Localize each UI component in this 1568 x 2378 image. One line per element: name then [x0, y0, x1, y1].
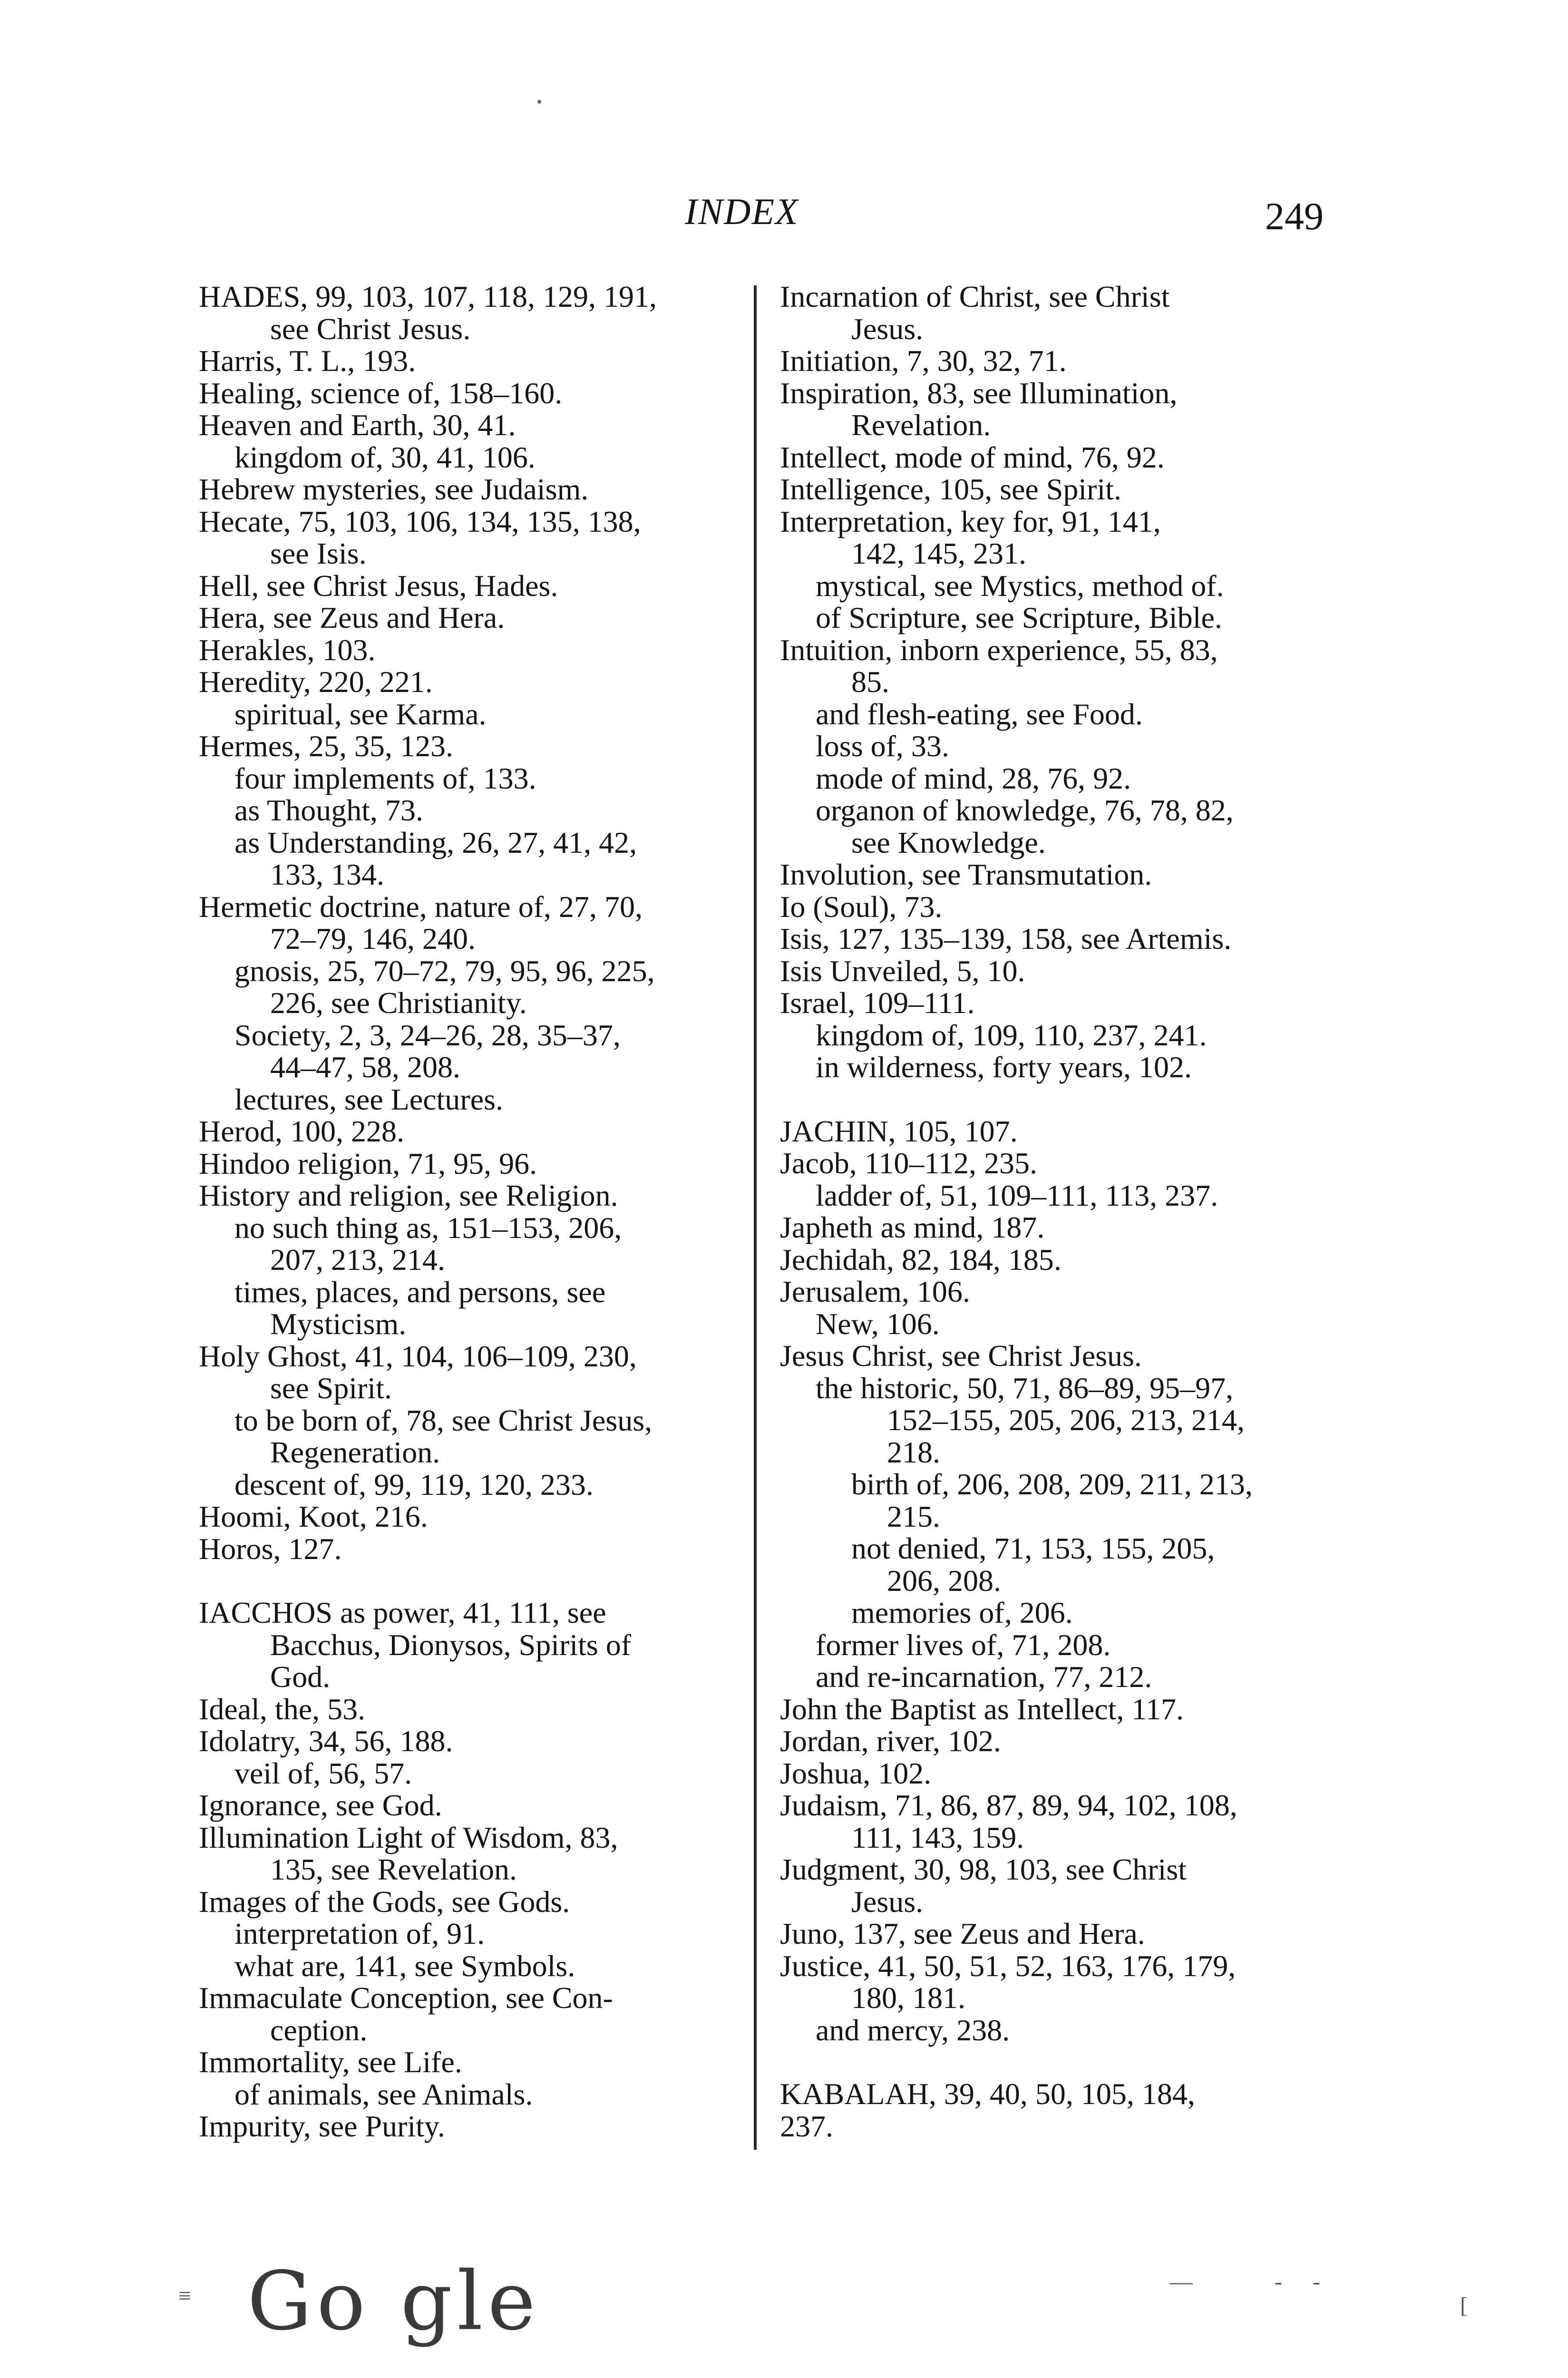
index-subentry: Society, 2, 3, 24–26, 28, 35–37, [234, 1018, 621, 1052]
index-entry: Initiation, 7, 30, 32, 71. [780, 344, 1067, 378]
index-subentry: organon of knowledge, 76, 78, 82, [816, 793, 1234, 827]
scan-artifact-mark: - [1275, 2269, 1282, 2294]
index-entry: Illumination Light of Wisdom, 83, [199, 1820, 618, 1854]
index-subentry: Jesus. [851, 312, 924, 346]
index-subentry: veil of, 56, 57. [234, 1756, 412, 1790]
index-entry: Hera, see Zeus and Hera. [199, 601, 505, 634]
index-entry: Impurity, see Purity. [199, 2109, 445, 2143]
column-divider [754, 285, 757, 2150]
index-entry: Hindoo religion, 71, 95, 96. [199, 1146, 537, 1180]
index-entry: IACCHOS as power, 41, 111, see [199, 1596, 606, 1629]
index-entry: Jacob, 110–112, 235. [780, 1146, 1037, 1180]
index-subentry: 152–155, 205, 206, 213, 214, [887, 1403, 1245, 1437]
index-entry: Hebrew mysteries, see Judaism. [199, 472, 589, 506]
index-subentry: and re-incarnation, 77, 212. [816, 1660, 1152, 1694]
index-entry: Interpretation, key for, 91, 141, [780, 504, 1161, 538]
index-subentry: gnosis, 25, 70–72, 79, 95, 96, 225, [234, 954, 655, 988]
index-subentry: 44–47, 58, 208. [270, 1050, 460, 1084]
index-subentry: Jesus. [851, 1884, 924, 1919]
index-subentry: lectures, see Lectures. [234, 1082, 504, 1116]
index-subentry: New, 106. [816, 1306, 940, 1341]
scan-artifact-mark: — [1170, 2269, 1193, 2294]
index-subentry: ladder of, 51, 109–111, 113, 237. [816, 1178, 1218, 1212]
index-subentry: 215. [887, 1499, 940, 1533]
index-subentry: as Thought, 73. [234, 793, 424, 827]
index-entry: Juno, 137, see Zeus and Hera. [780, 1917, 1145, 1950]
index-entry: HADES, 99, 103, 107, 118, 129, 191, [199, 280, 657, 313]
index-subentry: loss of, 33. [816, 729, 949, 763]
index-subentry: as Understanding, 26, 27, 41, 42, [234, 825, 637, 859]
index-subentry: 207, 213, 214. [270, 1243, 445, 1277]
index-subentry: memories of, 206. [851, 1596, 1073, 1629]
index-entry: Heaven and Earth, 30, 41. [199, 408, 516, 442]
index-subentry: to be born of, 78, see Christ Jesus, [234, 1403, 653, 1437]
index-subentry: Revelation. [851, 408, 991, 442]
index-subentry: see Spirit. [270, 1371, 392, 1405]
index-entry: Images of the Gods, see Gods. [199, 1884, 570, 1919]
index-subentry: 142, 145, 231. [851, 536, 1026, 570]
index-entry: Jerusalem, 106. [780, 1275, 970, 1308]
index-section-gap [780, 2046, 1332, 2078]
index-entry: Hermetic doctrine, nature of, 27, 70, [199, 889, 643, 924]
index-entry: Isis, 127, 135–139, 158, see Artemis. [780, 922, 1232, 955]
index-subentry: kingdom of, 109, 110, 237, 241. [816, 1018, 1207, 1052]
index-subentry: see Knowledge. [851, 825, 1046, 859]
index-subentry: in wilderness, forty years, 102. [816, 1050, 1192, 1084]
index-entry: Horos, 127. [199, 1531, 342, 1566]
index-entry: JACHIN, 105, 107. [780, 1114, 1018, 1148]
index-subentry: times, places, and persons, see [234, 1275, 606, 1309]
index-entry: Hoomi, Koot, 216. [199, 1500, 428, 1533]
index-subentry: mode of mind, 28, 76, 92. [816, 761, 1131, 795]
index-entry: Japheth as mind, 187. [780, 1210, 1045, 1244]
index-subentry: descent of, 99, 119, 120, 233. [234, 1467, 594, 1501]
index-column-right [780, 281, 1332, 2142]
index-subentry: 226, see Christianity. [270, 986, 527, 1020]
index-subentry: and flesh-eating, see Food. [816, 697, 1143, 731]
index-subentry: and mercy, 238. [816, 2013, 1010, 2047]
index-entry: Judaism, 71, 86, 87, 89, 94, 102, 108, [780, 1788, 1237, 1822]
index-subentry: the historic, 50, 71, 86–89, 95–97, [816, 1371, 1234, 1405]
index-subentry: Bacchus, Dionysos, Spirits of [270, 1628, 632, 1662]
scan-artifact-mark: - [1313, 2269, 1320, 2294]
index-subentry: 135, see Revelation. [270, 1852, 517, 1886]
index-entry: Involution, see Transmutation. [780, 858, 1152, 891]
index-entry: KABALAH, 39, 40, 50, 105, 184, [780, 2077, 1195, 2111]
index-entry: Holy Ghost, 41, 104, 106–109, 230, [199, 1339, 637, 1373]
index-subentry: see Christ Jesus. [270, 312, 471, 346]
index-entry: Immaculate Conception, see Con- [199, 1981, 613, 2015]
index-subentry: not denied, 71, 153, 155, 205, [851, 1531, 1215, 1565]
index-subentry: mystical, see Mystics, method of. [816, 568, 1224, 603]
index-subentry: former lives of, 71, 208. [816, 1628, 1111, 1662]
index-entry: John the Baptist as Intellect, 117. [780, 1692, 1184, 1726]
index-entry: Herod, 100, 228. [199, 1114, 404, 1148]
index-entry: Idolatry, 34, 56, 188. [199, 1724, 453, 1758]
scan-artifact-mark: ≡ [178, 2283, 192, 2309]
index-entry: Inspiration, 83, see Illumination, [780, 376, 1178, 410]
index-subentry: spiritual, see Karma. [234, 697, 487, 731]
index-section-gap [780, 1083, 1332, 1115]
index-subentry: see Isis. [270, 536, 367, 570]
index-subentry: 133, 134. [270, 858, 384, 891]
index-entry: Hell, see Christ Jesus, Hades. [199, 568, 558, 603]
index-subentry: kingdom of, 30, 41, 106. [234, 440, 536, 474]
index-entry: Isis Unveiled, 5, 10. [780, 954, 1025, 988]
index-subentry: no such thing as, 151–153, 206, [234, 1210, 622, 1245]
index-subentry: ception. [270, 2013, 368, 2047]
index-subentry: 206, 208. [887, 1563, 1001, 1598]
index-entry: Justice, 41, 50, 51, 52, 163, 176, 179, [780, 1949, 1236, 1983]
index-entry: Ideal, the, 53. [199, 1692, 366, 1726]
index-column-left [199, 281, 736, 2143]
index-entry: Joshua, 102. [780, 1756, 932, 1790]
index-subentry: of Scripture, see Scripture, Bible. [816, 601, 1222, 634]
scanner-watermark: Go gle [247, 2254, 540, 2349]
index-entry: Immortality, see Life. [199, 2045, 462, 2079]
scan-artifact-mark: [ [1460, 2293, 1468, 2318]
index-subentry: 218. [887, 1435, 940, 1469]
index-entry: Hecate, 75, 103, 106, 134, 135, 138, [199, 504, 641, 538]
index-entry: Herakles, 103. [199, 633, 376, 667]
index-entry: Intellect, mode of mind, 76, 92. [780, 440, 1165, 474]
index-subentry: birth of, 206, 208, 209, 211, 213, [851, 1467, 1253, 1501]
index-subentry: Mysticism. [270, 1307, 407, 1341]
index-entry: Intelligence, 105, see Spirit. [780, 472, 1122, 506]
index-entry: Healing, science of, 158–160. [199, 376, 563, 410]
page-number: 249 [1265, 195, 1324, 238]
index-subentry: interpretation of, 91. [234, 1917, 485, 1950]
index-section-gap [199, 1565, 736, 1597]
index-subentry: of animals, see Animals. [234, 2077, 533, 2111]
index-entry: Judgment, 30, 98, 103, see Christ [780, 1852, 1187, 1886]
running-header-title: INDEX [685, 191, 799, 232]
index-entry: Jechidah, 82, 184, 185. [780, 1242, 1062, 1277]
index-entry: Jordan, river, 102. [780, 1724, 1001, 1758]
scan-speck [537, 100, 541, 104]
index-entry: Io (Soul), 73. [780, 889, 943, 924]
index-entry: Heredity, 220, 221. [199, 665, 433, 699]
index-entry: Ignorance, see God. [199, 1788, 442, 1822]
index-entry: Incarnation of Christ, see Christ [780, 280, 1170, 313]
index-entry: Intuition, inborn experience, 55, 83, [780, 633, 1218, 667]
index-subentry: Regeneration. [270, 1435, 440, 1469]
index-subentry: 72–79, 146, 240. [270, 922, 476, 955]
index-entry: Hermes, 25, 35, 123. [199, 729, 454, 763]
index-entry: Jesus Christ, see Christ Jesus. [780, 1339, 1142, 1373]
index-subentry: 85. [851, 665, 889, 699]
index-subentry: 111, 143, 159. [851, 1820, 1024, 1854]
index-entry: 237. [780, 2109, 833, 2143]
index-entry: Israel, 109–111. [780, 986, 975, 1020]
index-subentry: God. [270, 1660, 331, 1694]
index-entry: History and religion, see Religion. [199, 1179, 618, 1212]
index-entry: Harris, T. L., 193. [199, 344, 416, 378]
index-subentry: 180, 181. [851, 1981, 965, 2015]
index-subentry: four implements of, 133. [234, 761, 536, 795]
index-subentry: what are, 141, see Symbols. [234, 1949, 575, 1983]
